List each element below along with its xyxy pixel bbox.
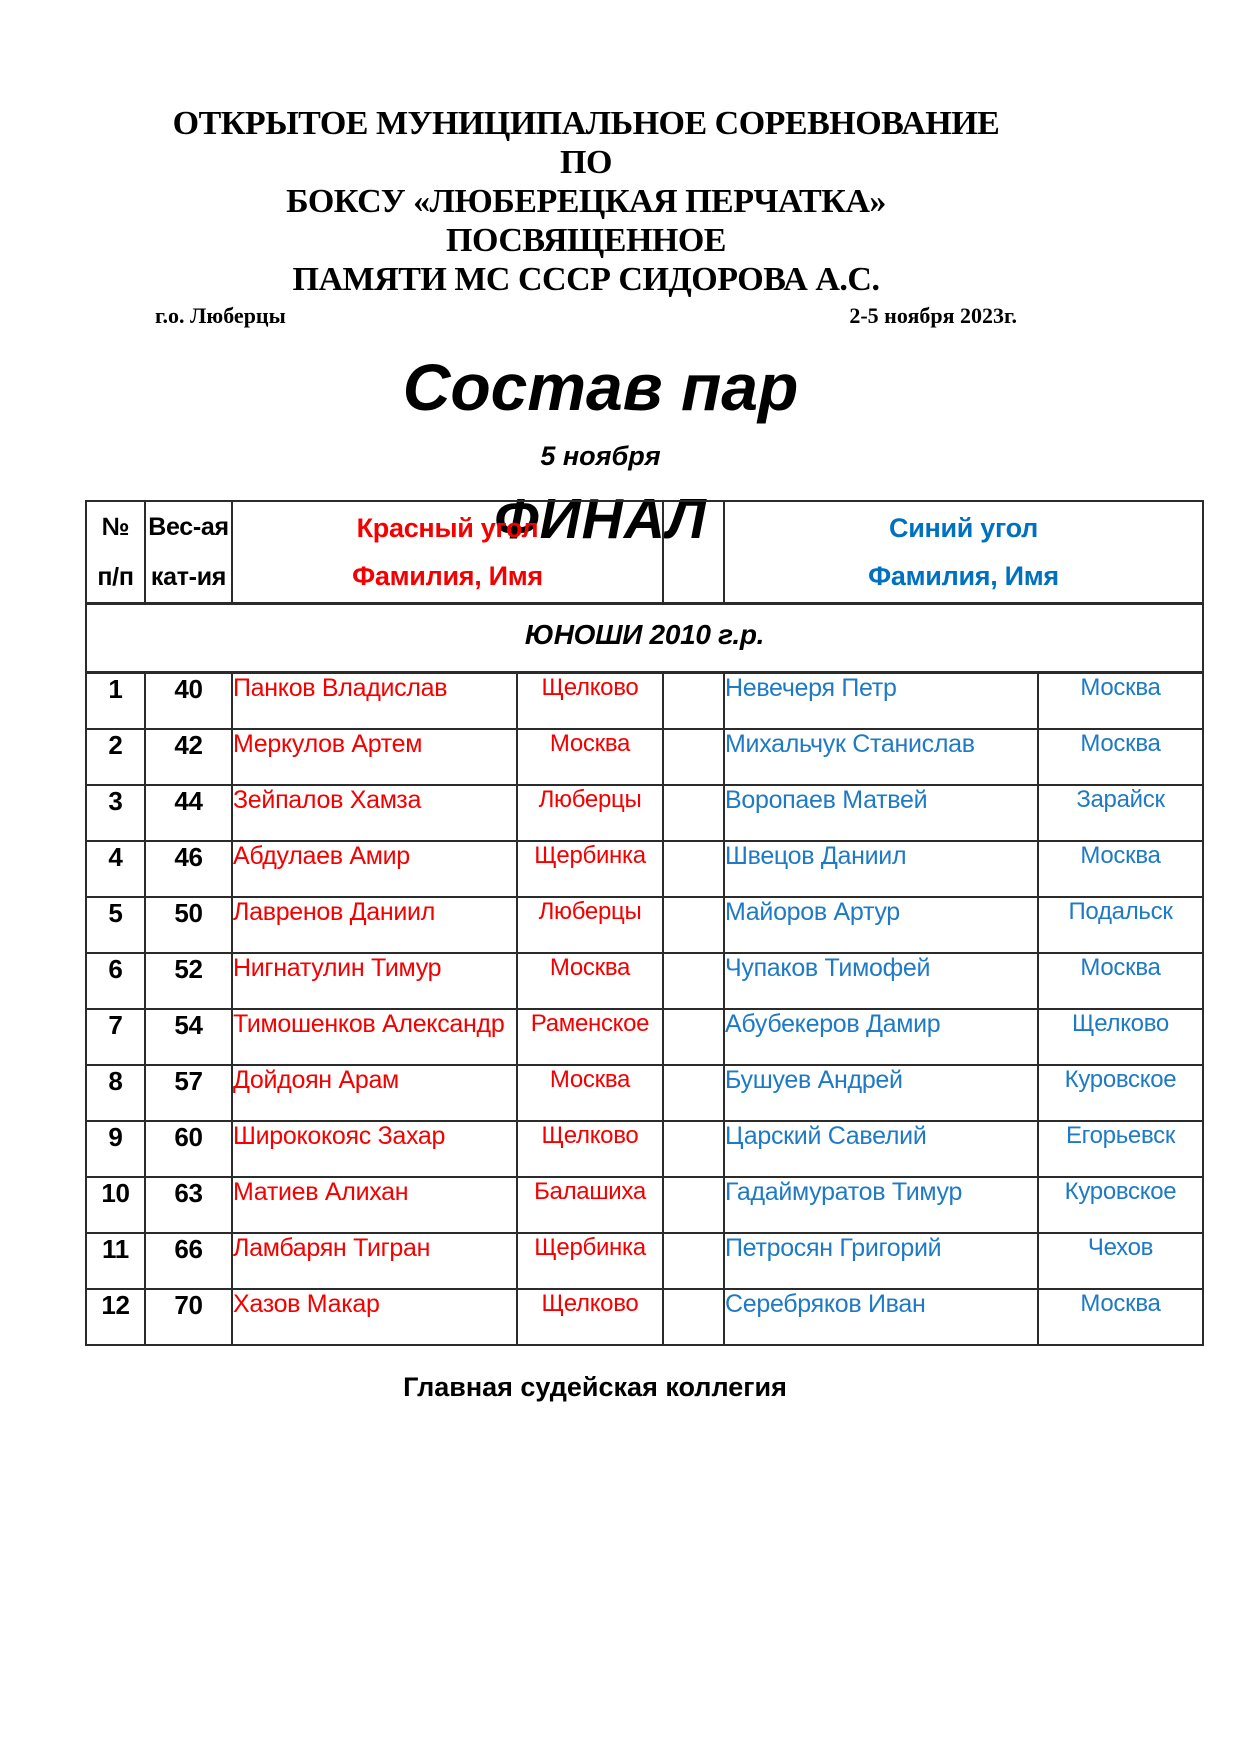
blue-boxer-name-cell: Абубекеров Дамир [724, 1009, 1038, 1065]
red-boxer-city-cell: Щербинка [517, 841, 663, 897]
blue-boxer-name-cell: Царский Савелий [724, 1121, 1038, 1177]
red-boxer-city-cell: Москва [517, 729, 663, 785]
row-number-cell: 7 [86, 1009, 145, 1065]
table-row [86, 1289, 1203, 1345]
blue-boxer-name-cell: Петросян Григорий [724, 1233, 1038, 1289]
weight-category-cell: 50 [145, 897, 232, 953]
title-line-1: ОТКРЫТОЕ МУНИЦИПАЛЬНОЕ СОРЕВНОВАНИЕ ПО [172, 105, 1000, 181]
weight-category-cell: 57 [145, 1065, 232, 1121]
gap-cell [663, 729, 724, 785]
title-line-3: ПАМЯТИ МС СССР СИДОРОВА А.С. [292, 261, 880, 298]
blue-boxer-name-cell: Бушуев Андрей [724, 1065, 1038, 1121]
row-number-cell: 10 [86, 1177, 145, 1233]
venue-label: г.о. Люберцы [155, 303, 286, 328]
row-number-cell: 9 [86, 1121, 145, 1177]
red-boxer-city-cell: Балашиха [517, 1177, 663, 1233]
table-header-row [86, 501, 1203, 604]
table-row [86, 953, 1203, 1009]
table-row [86, 897, 1203, 953]
blue-corner-subtitle: Фамилия, Имя [868, 560, 1059, 591]
weight-category-cell: 63 [145, 1177, 232, 1233]
red-boxer-name-cell: Тимошенков Александр [232, 1009, 517, 1065]
header-num [86, 501, 145, 604]
red-boxer-city-cell: Москва [517, 953, 663, 1009]
header-weight-line2: кат-ия [150, 562, 227, 591]
day-heading: 5 ноября [540, 441, 661, 471]
gap-cell [663, 897, 724, 953]
weight-category-cell: 42 [145, 729, 232, 785]
row-number-cell: 5 [86, 897, 145, 953]
gap-cell [663, 1009, 724, 1065]
weight-category-cell: 40 [145, 673, 232, 730]
red-boxer-name-cell: Ламбарян Тигран [232, 1233, 517, 1289]
red-corner-title: Красный угол [356, 513, 539, 543]
section-title: ЮНОШИ 2010 г.р. [86, 604, 1203, 673]
weight-category-cell: 44 [145, 785, 232, 841]
table-row [86, 1065, 1203, 1121]
blue-boxer-name-cell: Гадаймуратов Тимур [724, 1177, 1038, 1233]
blue-boxer-name-cell: Швецов Даниил [724, 841, 1038, 897]
weight-category-cell: 54 [145, 1009, 232, 1065]
red-boxer-name-cell: Панков Владислав [232, 673, 517, 730]
weight-category-cell: 60 [145, 1121, 232, 1177]
red-boxer-name-cell: Матиев Алихан [232, 1177, 517, 1233]
red-boxer-city-cell: Раменское [517, 1009, 663, 1065]
table-row [86, 673, 1203, 730]
row-number-cell: 8 [86, 1065, 145, 1121]
gap-cell [663, 953, 724, 1009]
red-boxer-city-cell: Люберцы [517, 785, 663, 841]
red-boxer-city-cell: Люберцы [517, 897, 663, 953]
row-number-cell: 3 [86, 785, 145, 841]
blue-boxer-city-cell: Москва [1038, 729, 1203, 785]
blue-boxer-city-cell: Щелково [1038, 1009, 1203, 1065]
red-boxer-name-cell: Хазов Макар [232, 1289, 517, 1345]
blue-boxer-city-cell: Москва [1038, 1289, 1203, 1345]
row-number-cell: 1 [86, 673, 145, 730]
row-number-cell: 2 [86, 729, 145, 785]
table-row [86, 841, 1203, 897]
blue-boxer-city-cell: Москва [1038, 673, 1203, 730]
gap-cell [663, 1065, 724, 1121]
gap-cell [663, 841, 724, 897]
table-row [86, 1233, 1203, 1289]
blue-corner-title: Синий угол [889, 513, 1038, 543]
header-num-line2: п/п [97, 562, 134, 591]
table-row [86, 1121, 1203, 1177]
row-number-cell: 11 [86, 1233, 145, 1289]
pairs-table-body [86, 673, 1203, 1346]
table-row [86, 1009, 1203, 1065]
header-blue-corner [724, 501, 1203, 604]
row-number-cell: 12 [86, 1289, 145, 1345]
weight-category-cell: 70 [145, 1289, 232, 1345]
red-boxer-city-cell: Щербинка [517, 1233, 663, 1289]
gap-cell [663, 1289, 724, 1345]
gap-cell [663, 1177, 724, 1233]
red-boxer-name-cell: Меркулов Артем [232, 729, 517, 785]
weight-category-cell: 46 [145, 841, 232, 897]
header-red-corner [232, 501, 663, 604]
red-boxer-city-cell: Москва [517, 1065, 663, 1121]
red-boxer-name-cell: Абдулаев Амир [232, 841, 517, 897]
blue-boxer-city-cell: Подальск [1038, 897, 1203, 953]
table-row [86, 729, 1203, 785]
header-weight-line1: Вес-ая [148, 513, 229, 541]
row-number-cell: 6 [86, 953, 145, 1009]
gap-cell [663, 785, 724, 841]
red-boxer-name-cell: Зейпалов Хамза [232, 785, 517, 841]
red-boxer-name-cell: Дойдоян Арам [232, 1065, 517, 1121]
blue-boxer-city-cell: Москва [1038, 841, 1203, 897]
header-num-line1: № [101, 513, 130, 541]
weight-category-cell: 52 [145, 953, 232, 1009]
row-number-cell: 4 [86, 841, 145, 897]
table-row [86, 785, 1203, 841]
blue-boxer-city-cell: Куровское [1038, 1065, 1203, 1121]
blue-boxer-name-cell: Невечеря Петр [724, 673, 1038, 730]
red-boxer-name-cell: Ширококояс Захар [232, 1121, 517, 1177]
blue-boxer-name-cell: Чупаков Тимофей [724, 953, 1038, 1009]
competition-title [155, 104, 1017, 299]
blue-boxer-city-cell: Зарайск [1038, 785, 1203, 841]
blue-boxer-city-cell: Егорьевск [1038, 1121, 1203, 1177]
blue-boxer-name-cell: Воропаев Матвей [724, 785, 1038, 841]
section-row [86, 604, 1203, 673]
pairs-table [85, 500, 1204, 1346]
meta-row [155, 303, 1017, 329]
gap-cell [663, 673, 724, 730]
blue-boxer-name-cell: Майоров Артур [724, 897, 1038, 953]
date-range-label: 2-5 ноября 2023г. [849, 303, 1017, 328]
blue-boxer-city-cell: Чехов [1038, 1233, 1203, 1289]
title-line-2: БОКСУ «ЛЮБЕРЕЦКАЯ ПЕРЧАТКА» ПОСВЯЩЕННОЕ [286, 183, 886, 259]
gap-cell [663, 1121, 724, 1177]
weight-category-cell: 66 [145, 1233, 232, 1289]
blue-boxer-city-cell: Москва [1038, 953, 1203, 1009]
stage-heading: ФИНАЛ [494, 487, 707, 551]
footer-signature: Главная судейская коллегия [403, 1372, 787, 1402]
red-boxer-name-cell: Лавренов Даниил [232, 897, 517, 953]
header-weight [145, 501, 232, 604]
red-boxer-city-cell: Щелково [517, 1289, 663, 1345]
table-row [86, 1177, 1203, 1233]
blue-boxer-city-cell: Куровское [1038, 1177, 1203, 1233]
pairs-heading: Состав пар [402, 350, 799, 424]
gap-cell [663, 1233, 724, 1289]
blue-boxer-name-cell: Михальчук Станислав [724, 729, 1038, 785]
red-boxer-city-cell: Щелково [517, 673, 663, 730]
blue-boxer-name-cell: Серебряков Иван [724, 1289, 1038, 1345]
red-boxer-city-cell: Щелково [517, 1121, 663, 1177]
red-boxer-name-cell: Нигнатулин Тимур [232, 953, 517, 1009]
header-gap [663, 501, 724, 604]
red-corner-subtitle: Фамилия, Имя [352, 560, 543, 591]
